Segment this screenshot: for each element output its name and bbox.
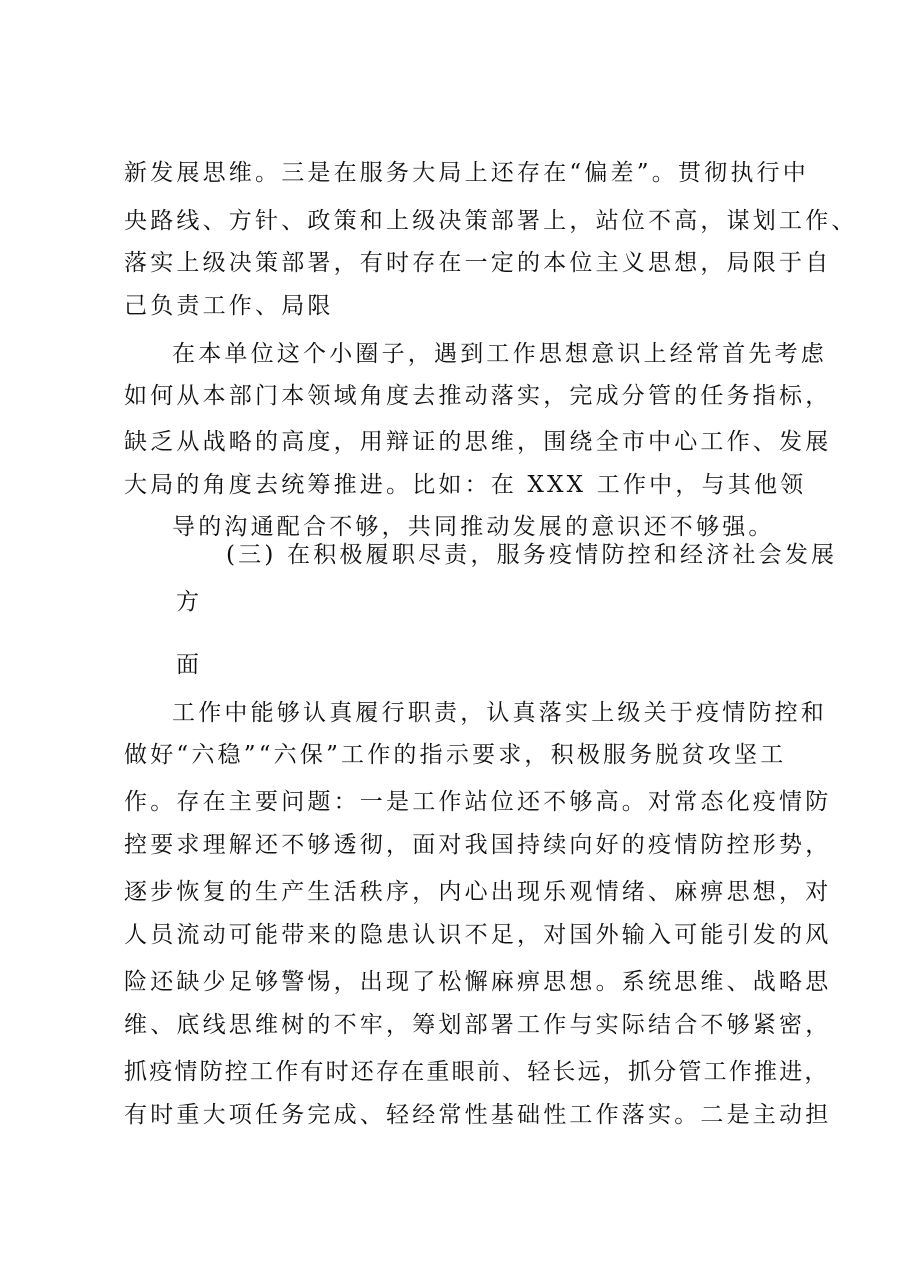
text-line: 逐步恢复的生产生活秩序，内心出现乐观情绪、麻痹思想，对 (124, 879, 832, 905)
text-line: 做好“六稳”“六保”工作的指示要求，积极服务脱贫攻坚工 (124, 742, 787, 768)
text-line: 导的沟通配合不够，共同推动发展的意识还不够强。 (172, 514, 775, 540)
text-line: 作。存在主要问题：一是工作站位还不够高。对常态化疫情防 (124, 789, 832, 815)
text-line: 新发展思维。三是在服务大局上还存在“偏差”。贯彻执行中 (124, 160, 809, 186)
text-line: 如何从本部门本领域角度去推动落实，完成分管的任务指标， (124, 383, 832, 409)
text-line: 央路线、方针、政策和上级决策部署上，站位不高，谋划工作、 (124, 208, 858, 234)
text-line: 险还缺少足够警惕，出现了松懈麻痹思想。系统思维、战略思 (124, 969, 832, 995)
section-heading: 方 (176, 589, 203, 615)
text-line: 有时重大项任务完成、轻经常性基础性工作落实。二是主动担 (124, 1102, 832, 1128)
text-line: 抓疫情防控工作有时还存在重眼前、轻长远，抓分管工作推进， (124, 1059, 830, 1085)
text-line: 己负责工作、局限 (124, 293, 334, 319)
section-heading: (三) 在积极履职尽责，服务疫情防控和经济社会发展 (226, 542, 838, 568)
section-heading: 面 (176, 652, 203, 678)
text-line: 人员流动可能带来的隐患认识不足，对国外输入可能引发的风 (124, 922, 832, 948)
text-line: 控要求理解还不够透彻，面对我国持续向好的疫情防控形势， (124, 832, 832, 858)
text-line: 落实上级决策部署，有时存在一定的本位主义思想，局限于自 (124, 250, 832, 276)
text-line: 维、底线思维树的不牢，筹划部署工作与实际结合不够紧密， (124, 1012, 832, 1038)
text-line: 缺乏从战略的高度，用辩证的思维，围绕全市中心工作、发展 (124, 429, 832, 455)
text-line: 在本单位这个小圈子，遇到工作思想意识上经常首先考虑 (172, 341, 827, 367)
text-line: 大局的角度去统筹推进。比如：在 XXX 工作中，与其他领 (124, 472, 807, 498)
text-line: 工作中能够认真履行职责，认真落实上级关于疫情防控和 (172, 700, 827, 726)
